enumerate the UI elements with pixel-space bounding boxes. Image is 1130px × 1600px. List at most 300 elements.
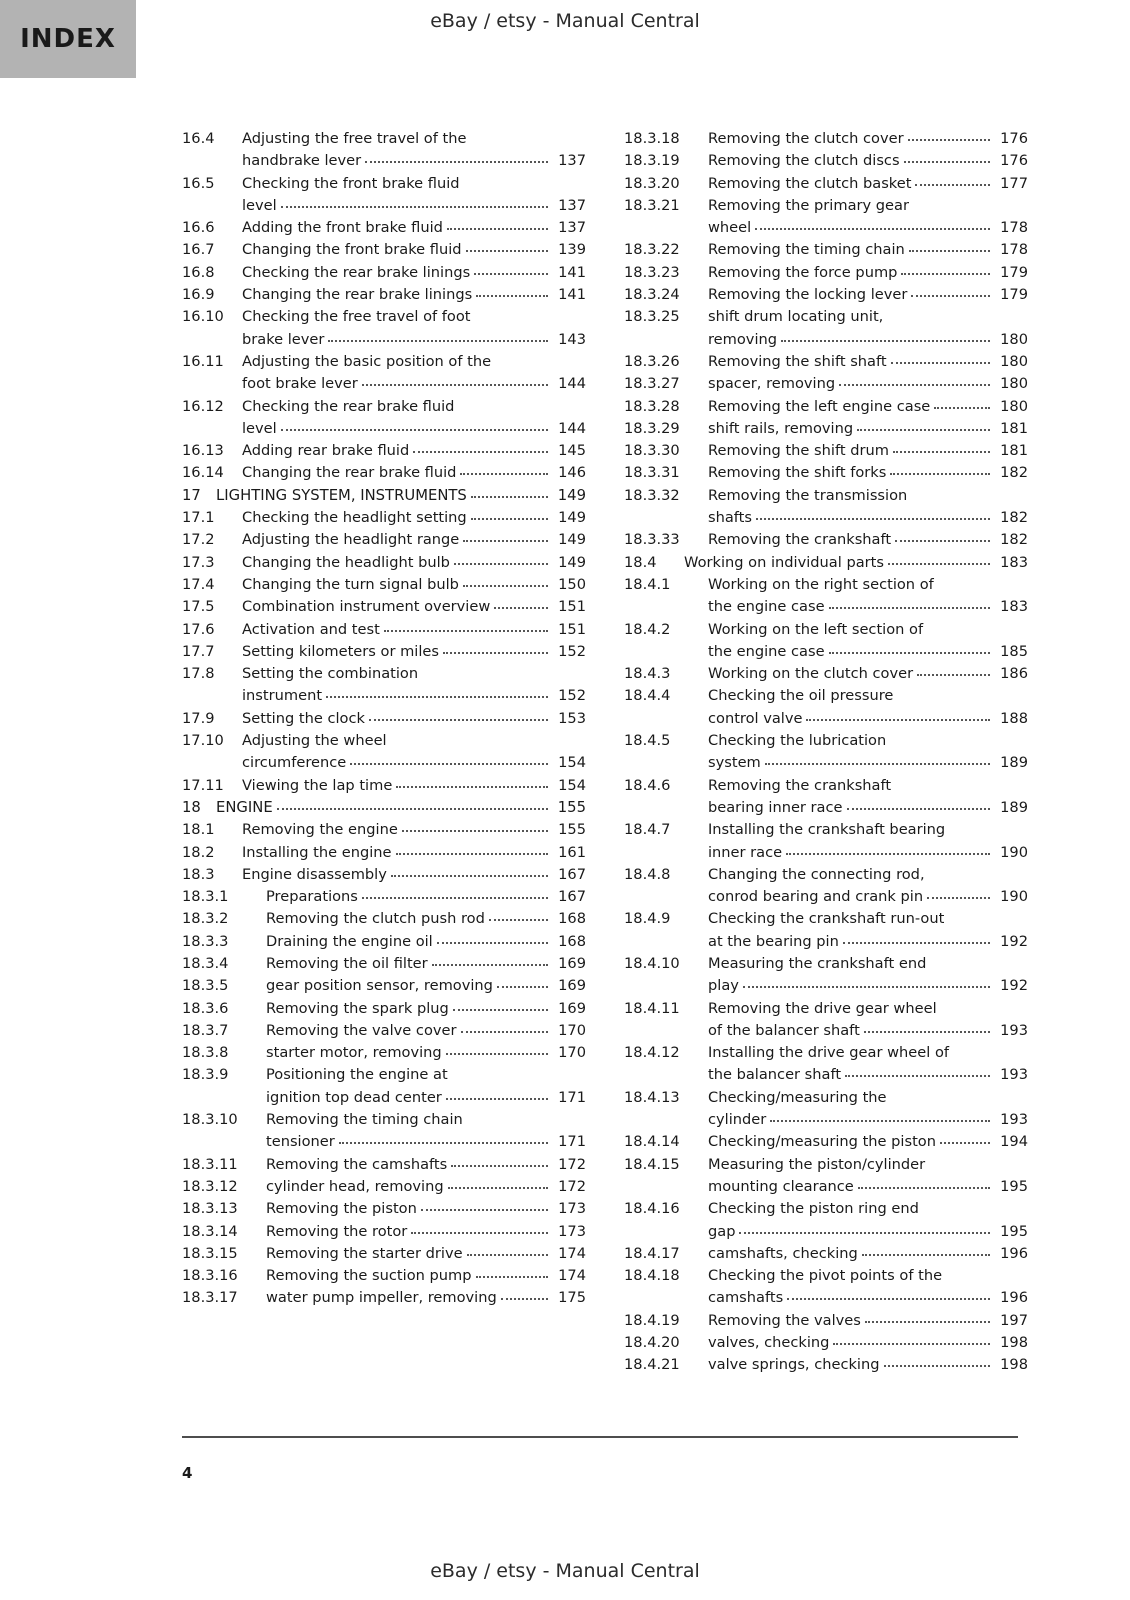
- toc-entry-number: 17.8: [182, 665, 215, 683]
- toc-entry-number: 18.3.22: [624, 241, 680, 259]
- toc-entry-number: 18.4.3: [624, 665, 671, 683]
- toc-entry[interactable]: [182, 908, 586, 930]
- toc-entry-title-wrap: [708, 262, 1028, 284]
- toc-entry[interactable]: [182, 128, 586, 173]
- toc-entry-page: 145: [558, 442, 586, 460]
- toc-entry[interactable]: [182, 1221, 586, 1243]
- toc-entry-title-wrap: [708, 619, 1028, 664]
- toc-entry-title-continuation: [242, 418, 586, 440]
- toc-entry[interactable]: [624, 440, 1028, 462]
- toc-entry-number: 18.4.20: [624, 1334, 680, 1352]
- toc-entry-title: Removing the drive gear wheel: [708, 999, 937, 1017]
- toc-entry-title-line2: wheel: [708, 219, 752, 237]
- toc-entry-title-line2: circumference: [242, 754, 347, 772]
- toc-entry[interactable]: [182, 1154, 586, 1176]
- toc-entry[interactable]: [182, 485, 586, 507]
- toc-entry-number: 18.3.15: [182, 1244, 238, 1262]
- toc-entry-number: 18.4.11: [624, 999, 680, 1017]
- toc-entry-title-line2: the engine case: [708, 642, 825, 660]
- toc-entry[interactable]: [624, 462, 1028, 484]
- toc-leader-dots: [884, 1354, 991, 1367]
- toc-entry[interactable]: [624, 998, 1028, 1043]
- toc-entry[interactable]: [182, 1287, 586, 1309]
- toc-entry-number: 17.6: [182, 620, 215, 638]
- toc-entry-number: 18.4.15: [624, 1155, 680, 1173]
- toc-entry-page: 143: [558, 330, 586, 348]
- toc-entry-page: 175: [558, 1289, 586, 1307]
- toc-entry-title: Checking/measuring the piston: [708, 1133, 936, 1151]
- toc-entry[interactable]: [624, 1087, 1028, 1132]
- toc-entry[interactable]: [624, 953, 1028, 998]
- toc-entry-page: 169: [558, 977, 586, 995]
- toc-leader-dots: [847, 797, 990, 810]
- toc-entry-title-continuation: [708, 217, 1028, 239]
- toc-entry-page: 139: [558, 241, 586, 259]
- toc-entry-number: 17.4: [182, 575, 215, 593]
- toc-entry-title-continuation: [708, 1109, 1028, 1131]
- toc-entry-title-wrap: [708, 440, 1028, 462]
- toc-leader-dots: [829, 596, 990, 609]
- toc-entry-title: Removing the engine: [242, 821, 398, 839]
- toc-leader-dots: [474, 262, 548, 275]
- toc-entry[interactable]: [182, 440, 586, 462]
- toc-entry[interactable]: [624, 619, 1028, 664]
- toc-entry-page: 141: [558, 263, 586, 281]
- toc-entry-title: Working on the left section of: [708, 620, 924, 638]
- toc-entry[interactable]: [182, 462, 586, 484]
- toc-leader-dots: [463, 529, 548, 542]
- toc-entry[interactable]: [624, 239, 1028, 261]
- toc-entry[interactable]: [182, 284, 586, 306]
- toc-entry-number: 17.5: [182, 598, 215, 616]
- toc-entry-title: Changing the rear brake linings: [242, 286, 473, 304]
- toc-entry-number: 18.4: [624, 553, 657, 571]
- toc-entry[interactable]: [624, 1198, 1028, 1243]
- toc-entry[interactable]: [182, 262, 586, 284]
- toc-entry-page: 170: [558, 1021, 586, 1039]
- toc-entry[interactable]: [624, 819, 1028, 864]
- toc-entry[interactable]: [182, 975, 586, 997]
- toc-entry[interactable]: [624, 418, 1028, 440]
- toc-entry-number: 18.3.18: [624, 130, 680, 147]
- toc-leader-dots: [326, 685, 548, 698]
- toc-entry-title: Removing the shift shaft: [708, 352, 887, 370]
- toc-entry-title-wrap: [242, 552, 586, 574]
- toc-entry[interactable]: [624, 552, 1028, 574]
- toc-leader-dots: [365, 150, 548, 163]
- toc-entry-title: Measuring the crankshaft end: [708, 954, 927, 972]
- toc-entry-title-continuation: [708, 708, 1028, 730]
- toc-entry-title: Changing the turn signal bulb: [242, 575, 459, 593]
- toc-entry-title-wrap: [708, 396, 1028, 418]
- toc-entry-page: 180: [1000, 397, 1028, 415]
- toc-entry-title: spacer, removing: [708, 375, 836, 393]
- toc-entry-title-continuation: [242, 150, 586, 172]
- toc-entry[interactable]: [624, 1310, 1028, 1332]
- toc-entry[interactable]: [182, 173, 586, 218]
- toc-leader-dots: [934, 396, 990, 409]
- toc-entry[interactable]: [182, 641, 586, 663]
- toc-entry-title-continuation: [708, 1221, 1028, 1243]
- toc-entry-title: Checking the pivot points of the: [708, 1267, 943, 1285]
- toc-entry-page: 144: [558, 419, 586, 437]
- toc-leader-dots: [786, 842, 990, 855]
- toc-entry-page: 190: [1000, 888, 1028, 906]
- toc-entry[interactable]: [624, 1354, 1028, 1376]
- toc-entry[interactable]: [624, 1265, 1028, 1310]
- toc-leader-dots: [755, 217, 990, 230]
- toc-entry-page: 197: [1000, 1311, 1028, 1329]
- toc-leader-dots: [739, 1221, 990, 1234]
- index-tab-label: INDEX: [20, 24, 116, 54]
- toc-entry-page: 182: [1000, 464, 1028, 482]
- toc-entry-number: 18.4.14: [624, 1133, 680, 1151]
- toc-leader-dots: [453, 998, 548, 1011]
- toc-entry[interactable]: [624, 685, 1028, 730]
- toc-entry[interactable]: [182, 507, 586, 529]
- toc-entry[interactable]: [624, 663, 1028, 685]
- toc-entry-title-wrap: [242, 842, 586, 864]
- toc-entry[interactable]: [624, 128, 1028, 150]
- toc-entry[interactable]: [624, 173, 1028, 195]
- toc-entry-page: 190: [1000, 843, 1028, 861]
- toc-entry[interactable]: [182, 1109, 586, 1154]
- toc-entry-page: 169: [558, 999, 586, 1017]
- toc-entry-page: 172: [558, 1177, 586, 1195]
- toc-entry-title: Adjusting the headlight range: [242, 531, 460, 549]
- toc-entry-title-wrap: [708, 373, 1028, 395]
- toc-entry-title: Removing the crankshaft: [708, 776, 892, 794]
- toc-entry[interactable]: [182, 529, 586, 551]
- toc-entry-title-continuation: [266, 1131, 586, 1153]
- toc-entry-title-wrap: [242, 262, 586, 284]
- toc-leader-dots: [781, 329, 990, 342]
- page-footer-title: eBay / etsy - Manual Central: [430, 1560, 700, 1582]
- toc-leader-dots: [845, 1064, 990, 1077]
- toc-entry-title: Checking the rear brake linings: [242, 263, 471, 281]
- toc-entry[interactable]: [624, 574, 1028, 619]
- toc-entry-number: 18.3.8: [182, 1044, 229, 1062]
- toc-entry-number: 18.3.20: [624, 174, 680, 192]
- toc-entry-title: Adding the front brake fluid: [242, 219, 443, 237]
- toc-entry-title-continuation: [242, 373, 586, 395]
- toc-entry-title-wrap: [242, 173, 586, 218]
- toc-entry-title-wrap: [684, 552, 1028, 574]
- toc-entry[interactable]: [182, 819, 586, 841]
- toc-entry-title-line2: at the bearing pin: [708, 932, 839, 950]
- toc-entry-number: 18.4.17: [624, 1244, 680, 1262]
- toc-entry-number: 17.3: [182, 553, 215, 571]
- toc-entry-page: 174: [558, 1244, 586, 1262]
- toc-entry-title: Checking the free travel of foot: [242, 308, 471, 326]
- toc-leader-dots: [927, 886, 990, 899]
- toc-leader-dots: [904, 150, 990, 163]
- toc-entry-title-continuation: [242, 329, 586, 351]
- toc-leader-dots: [839, 373, 990, 386]
- toc-leader-dots: [940, 1131, 990, 1144]
- toc-leader-dots: [437, 931, 548, 944]
- toc-entry-title-line2: play: [708, 977, 739, 995]
- toc-entry[interactable]: [182, 864, 586, 886]
- toc-entry-page: 180: [1000, 375, 1028, 393]
- toc-entry-title-wrap: [266, 953, 586, 975]
- toc-leader-dots: [911, 284, 990, 297]
- toc-entry-title-wrap: [266, 908, 586, 930]
- toc-leader-dots: [447, 217, 548, 230]
- toc-entry-title-wrap: [708, 529, 1028, 551]
- toc-entry-title: Removing the spark plug: [266, 999, 449, 1017]
- toc-entry-number: 18.3.16: [182, 1267, 238, 1285]
- toc-entry[interactable]: [182, 1042, 586, 1064]
- toc-entry-title: Changing the front brake fluid: [242, 241, 462, 259]
- toc-entry-number: 18.3.5: [182, 977, 229, 995]
- toc-entry-number: 18.4.18: [624, 1267, 680, 1285]
- toc-entry[interactable]: [182, 1064, 586, 1109]
- toc-entry[interactable]: [624, 529, 1028, 551]
- toc-entry-number: 16.9: [182, 286, 215, 304]
- toc-leader-dots: [891, 351, 990, 364]
- toc-entry-title-wrap: [708, 150, 1028, 172]
- toc-entry-page: 178: [1000, 219, 1028, 237]
- toc-entry[interactable]: [182, 306, 586, 351]
- toc-entry-page: 149: [557, 486, 586, 504]
- toc-entry[interactable]: [624, 195, 1028, 240]
- toc-entry-title-wrap: [708, 1042, 1028, 1087]
- toc-entry-number: 16.5: [182, 174, 215, 192]
- toc-entry[interactable]: [624, 908, 1028, 953]
- toc-leader-dots: [489, 908, 548, 921]
- toc-entry-title-line2: the engine case: [708, 598, 825, 616]
- toc-entry[interactable]: [624, 1131, 1028, 1153]
- toc-entry-title: Checking the crankshaft run-out: [708, 910, 945, 928]
- toc-entry-page: 161: [558, 843, 586, 861]
- toc-entry-title: Viewing the lap time: [242, 776, 393, 794]
- toc-entry-title-wrap: [242, 663, 586, 708]
- toc-entry-number: 18.3.13: [182, 1200, 238, 1218]
- toc-entry[interactable]: [624, 284, 1028, 306]
- toc-entry[interactable]: [182, 239, 586, 261]
- toc-leader-dots: [384, 619, 548, 632]
- toc-leader-dots: [865, 1310, 990, 1323]
- toc-leader-dots: [787, 1287, 990, 1300]
- toc-entry[interactable]: [182, 1265, 586, 1287]
- toc-entry-title-wrap: [708, 953, 1028, 998]
- toc-entry-title-wrap: [708, 1131, 1028, 1153]
- toc-entry-number: 16.10: [182, 308, 224, 326]
- toc-entry[interactable]: [182, 1020, 586, 1042]
- toc-entry-page: 137: [558, 196, 586, 214]
- toc-entry-number: 18.2: [182, 843, 215, 861]
- toc-entry-title-wrap: [242, 730, 586, 775]
- toc-leader-dots: [281, 418, 548, 431]
- toc-entry-number: 18.3.3: [182, 932, 229, 950]
- toc-entry-page: 177: [1000, 174, 1028, 192]
- toc-entry-title-wrap: [266, 1020, 586, 1042]
- toc-entry[interactable]: [624, 1042, 1028, 1087]
- toc-entry[interactable]: [624, 1243, 1028, 1265]
- toc-entry-title-wrap: [708, 284, 1028, 306]
- toc-entry[interactable]: [182, 217, 586, 239]
- toc-entry-title: Removing the clutch discs: [708, 152, 900, 170]
- toc-entry-title-wrap: [242, 306, 586, 351]
- toc-entry[interactable]: [182, 886, 586, 908]
- toc-entry-number: 18.3.21: [624, 196, 680, 214]
- toc-entry-title: Installing the drive gear wheel of: [708, 1044, 950, 1062]
- toc-entry-number: 18.3.29: [624, 419, 680, 437]
- toc-entry-page: 186: [1000, 665, 1028, 683]
- toc-leader-dots: [446, 1042, 548, 1055]
- toc-entry-title-wrap: [266, 1064, 586, 1109]
- toc-entry-title: Checking the oil pressure: [708, 687, 894, 705]
- toc-entry-title-wrap: [266, 975, 586, 997]
- toc-entry[interactable]: [624, 306, 1028, 351]
- toc-entry[interactable]: [182, 931, 586, 953]
- toc-entry[interactable]: [182, 1176, 586, 1198]
- toc-entry-title: Adding rear brake fluid: [242, 442, 410, 460]
- toc-entry[interactable]: [624, 150, 1028, 172]
- toc-entry-title: Removing the locking lever: [708, 286, 908, 304]
- toc-entry-number: 18.3.25: [624, 308, 680, 326]
- toc-entry-number: 16.14: [182, 464, 224, 482]
- toc-entry-title-continuation: [242, 752, 586, 774]
- toc-entry[interactable]: [182, 730, 586, 775]
- toc-entry-page: 180: [1000, 330, 1028, 348]
- toc-entry-title: starter motor, removing: [266, 1044, 442, 1062]
- toc-entry-page: 192: [1000, 932, 1028, 950]
- toc-entry[interactable]: [624, 396, 1028, 418]
- toc-entry[interactable]: [624, 351, 1028, 373]
- toc-entry[interactable]: [624, 1332, 1028, 1354]
- toc-entry-title-wrap: [266, 931, 586, 953]
- toc-entry-number: 18.4.9: [624, 910, 671, 928]
- toc-entry-page: 189: [1000, 754, 1028, 772]
- page-header-title: eBay / etsy - Manual Central: [430, 10, 700, 32]
- toc-entry-title: valve springs, checking: [708, 1356, 880, 1374]
- toc-entry-number: 18.3.9: [182, 1066, 229, 1084]
- toc-entry-page: 180: [1000, 352, 1028, 370]
- toc-entry-page: 194: [1000, 1133, 1028, 1151]
- toc-leader-dots: [443, 641, 548, 654]
- toc-entry-title: Checking the piston ring end: [708, 1200, 919, 1218]
- toc-entry-number: 17.10: [182, 732, 224, 750]
- toc-entry-title: LIGHTING SYSTEM, INSTRUMENTS: [216, 486, 467, 504]
- toc-entry-title-wrap: [708, 1243, 1028, 1265]
- toc-entry-title-wrap: [242, 507, 586, 529]
- toc-entry-title: Setting the clock: [242, 709, 365, 727]
- toc-entry-title-wrap: [266, 1042, 586, 1064]
- toc-entry-page: 196: [1000, 1289, 1028, 1307]
- toc-entry[interactable]: [624, 775, 1028, 820]
- toc-entry[interactable]: [624, 373, 1028, 395]
- toc-entry[interactable]: [182, 708, 586, 730]
- toc-entry[interactable]: [182, 574, 586, 596]
- toc-entry-number: 18.3.2: [182, 910, 229, 928]
- toc-entry-title: Preparations: [266, 888, 358, 906]
- toc-entry-page: 193: [1000, 1066, 1028, 1084]
- toc-leader-dots: [350, 752, 548, 765]
- toc-entry-title: camshafts, checking: [708, 1244, 858, 1262]
- toc-leader-dots: [362, 373, 548, 386]
- toc-entry[interactable]: [624, 262, 1028, 284]
- toc-entry[interactable]: [624, 864, 1028, 909]
- toc-entry-title: Removing the timing chain: [708, 241, 905, 259]
- toc-entry-title-wrap: [242, 351, 586, 396]
- toc-leader-dots: [858, 1176, 990, 1189]
- toc-entry-number: 18.3.26: [624, 352, 680, 370]
- toc-entry[interactable]: [182, 797, 586, 819]
- toc-leader-dots: [413, 440, 548, 453]
- toc-entry[interactable]: [624, 485, 1028, 530]
- toc-entry-number: 18.3.28: [624, 397, 680, 415]
- toc-entry-page: 181: [1000, 419, 1028, 437]
- toc-entry-title: Removing the oil filter: [266, 954, 428, 972]
- toc-entry-title-wrap: [708, 351, 1028, 373]
- toc-entry-title-continuation: [242, 685, 586, 707]
- toc-entry[interactable]: [182, 775, 586, 797]
- toc-leader-dots: [915, 173, 990, 186]
- toc-entry-title-line2: foot brake lever: [242, 375, 358, 393]
- toc-entry-page: 153: [558, 709, 586, 727]
- toc-entry-title: shift drum locating unit,: [708, 308, 884, 326]
- toc-entry[interactable]: [624, 730, 1028, 775]
- toc-entry-title-wrap: [242, 284, 586, 306]
- toc-entry[interactable]: [182, 842, 586, 864]
- toc-entry-title: Removing the shift forks: [708, 464, 887, 482]
- toc-entry-number: 18.3.19: [624, 152, 680, 170]
- toc-entry-title-line2: removing: [708, 330, 778, 348]
- toc-leader-dots: [501, 1287, 548, 1300]
- toc-entry[interactable]: [182, 663, 586, 708]
- toc-leader-dots: [471, 485, 548, 498]
- toc-entry[interactable]: [182, 596, 586, 618]
- toc-entry-title-line2: gap: [708, 1222, 736, 1240]
- toc-entry-title-wrap: [708, 730, 1028, 775]
- toc-entry-page: 179: [1000, 263, 1028, 281]
- toc-entry[interactable]: [182, 396, 586, 441]
- toc-entry[interactable]: [182, 1198, 586, 1220]
- toc-entry-page: 195: [1000, 1177, 1028, 1195]
- toc-entry-title: Adjusting the basic position of the: [242, 352, 492, 370]
- toc-entry-page: 183: [1000, 598, 1028, 616]
- toc-leader-dots: [471, 507, 548, 520]
- toc-leader-dots: [328, 329, 548, 342]
- toc-leader-dots: [432, 953, 548, 966]
- toc-entry-title-line2: mounting clearance: [708, 1177, 854, 1195]
- toc-entry-title: Adjusting the wheel: [242, 732, 387, 750]
- toc-entry[interactable]: [182, 351, 586, 396]
- toc-entry-page: 155: [558, 821, 586, 839]
- toc-leader-dots: [391, 864, 548, 877]
- toc-entry-page: 182: [1000, 509, 1028, 527]
- toc-entry-title-continuation: [708, 975, 1028, 997]
- toc-entry[interactable]: [182, 1243, 586, 1265]
- toc-entry[interactable]: [182, 619, 586, 641]
- toc-entry-number: 18.3.11: [182, 1155, 238, 1173]
- toc-entry-number: 18.4.7: [624, 821, 671, 839]
- toc-entry-title: Removing the valves: [708, 1311, 861, 1329]
- toc-entry-title-wrap: [266, 886, 586, 908]
- toc-entry[interactable]: [182, 953, 586, 975]
- toc-entry[interactable]: [182, 552, 586, 574]
- toc-entry-title-line2: bearing inner race: [708, 798, 843, 816]
- toc-entry-title-line2: level: [242, 196, 277, 214]
- toc-entry[interactable]: [182, 998, 586, 1020]
- toc-entry-page: 172: [558, 1155, 586, 1173]
- toc-entry[interactable]: [624, 1154, 1028, 1199]
- toc-leader-dots: [494, 596, 548, 609]
- toc-entry-title: Removing the force pump: [708, 263, 898, 281]
- toc-left-column: [182, 128, 586, 1377]
